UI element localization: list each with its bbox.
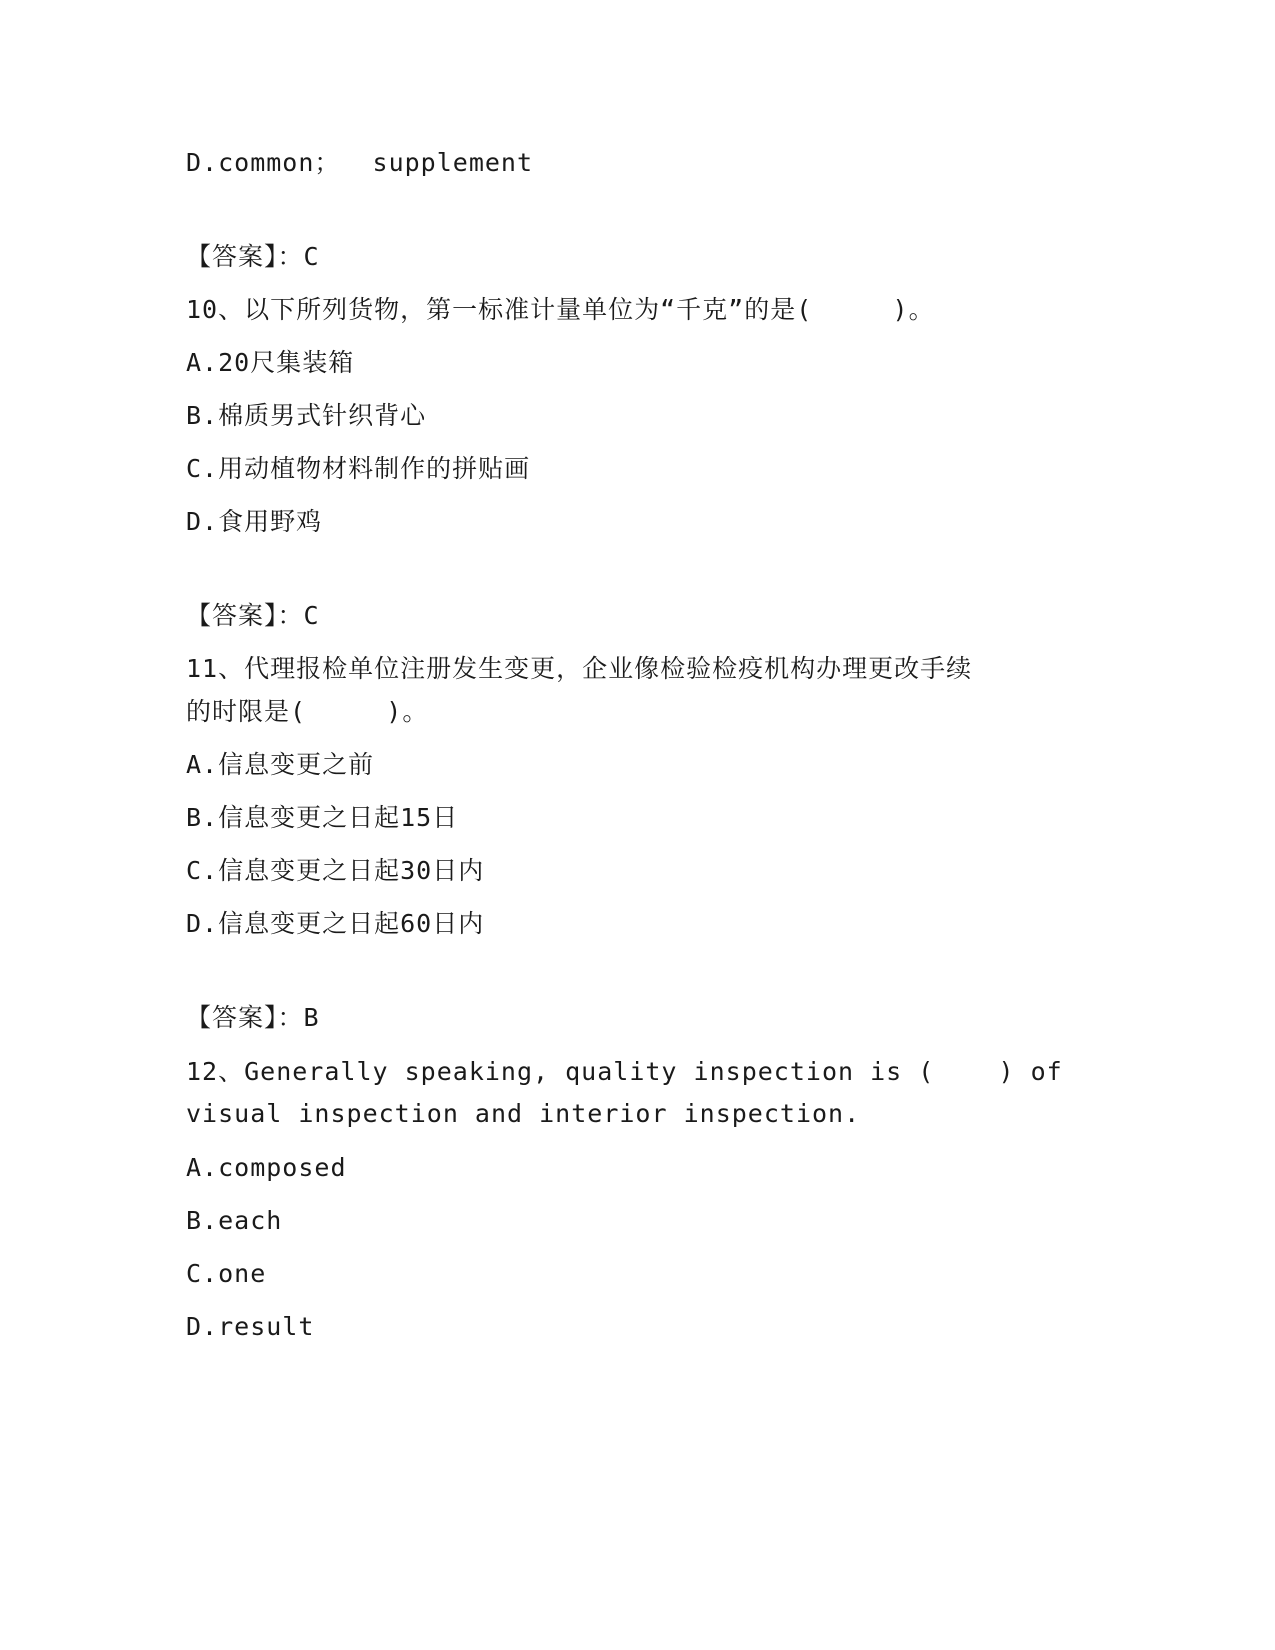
q11-stem-line2: 的时限是( )。 [186, 697, 429, 726]
q11-stem-line1: 11、代理报检单位注册发生变更，企业像检验检疫机构办理更改手续 [186, 654, 973, 683]
q10-option-b: B.棉质男式针织背心 [186, 401, 427, 430]
q11-option-c: C.信息变更之日起30日内 [186, 856, 485, 885]
q10-option-a: A.20尺集装箱 [186, 348, 355, 377]
q11-option-d: D.信息变更之日起60日内 [186, 909, 485, 938]
q10-answer: 【答案】：C [186, 601, 320, 630]
q11-answer: 【答案】：B [186, 1003, 320, 1032]
q9-answer: 【答案】：C [186, 242, 320, 271]
q11-option-a: A.信息变更之前 [186, 750, 375, 779]
q10-option-d: D.食用野鸡 [186, 507, 323, 536]
q12-option-a: A.composed [186, 1153, 347, 1182]
q9-option-d: D.common； supplement [186, 148, 534, 177]
q12-option-d: D.result [186, 1312, 315, 1341]
q12-option-c: C.one [186, 1259, 267, 1288]
q10-option-c: C.用动植物材料制作的拼贴画 [186, 454, 531, 483]
q10-stem: 10、以下所列货物，第一标准计量单位为“千克”的是( )。 [186, 295, 935, 324]
q12-stem-line1: 12、Generally speaking, quality inspection is ( ) of [186, 1057, 1063, 1086]
q12-stem-line2: visual inspection and interior inspection. [186, 1099, 861, 1128]
q11-option-b: B.信息变更之日起15日 [186, 803, 459, 832]
q12-option-b: B.each [186, 1206, 283, 1235]
